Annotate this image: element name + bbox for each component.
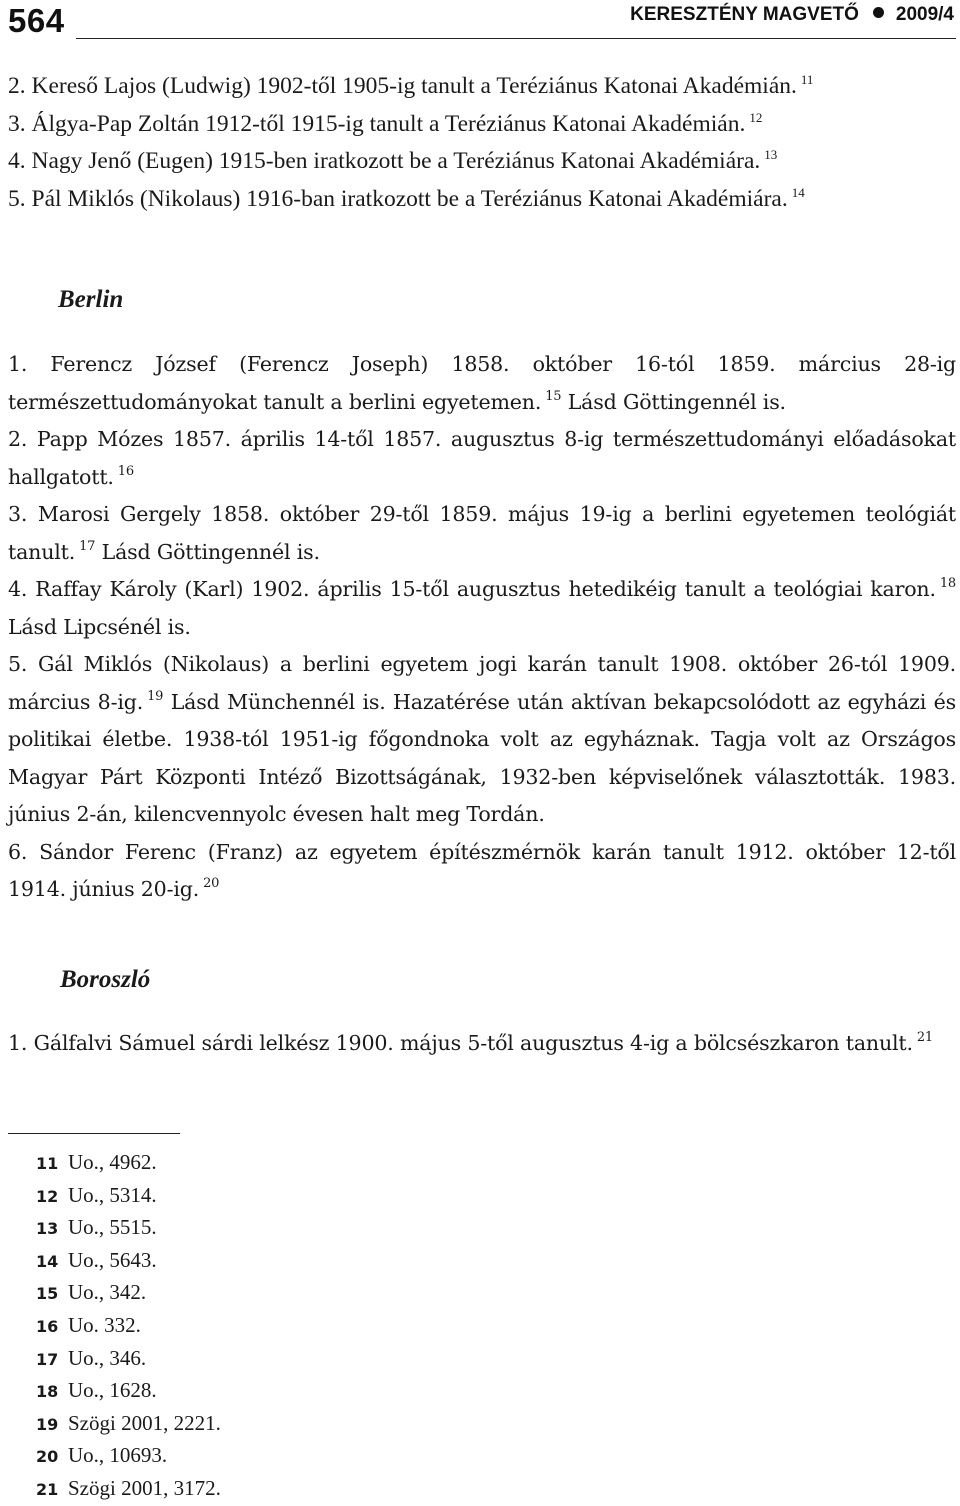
list-item: 1. Ferencz József (Ferencz Joseph) 1858. október 16-tól 1859. március 28-ig természettudományokat tanult a berlini egyetemen. $^{15}$ Lásd Göttingennél is. [8,352,956,414]
berlin-list [8,346,956,909]
list-item: 5. Gál Miklós (Nikolaus) a berlini egyetem jogi karán tanult 1908. október 26-tól 1909. március 8-ig. $^{19}$ Lásd Münchennél is. Hazatérése után aktívan bekapcsolódott az egyházi és politikai életbe. 1938-tól 1951-ig főgondnoka volt az egyháznak. Tagja volt az Országos Magyar Párt Központi Intéző Bizottságának, 1932-ben képviselőnek választották. 1983. június 2-án, kilencvennyolc évesen halt meg Tordán. [8,652,956,826]
footnote-text: Uo., 4962. [68,1150,157,1174]
section-heading-berlin: Berlin [58,286,124,313]
footnote [36,1375,221,1408]
footnote [36,1277,221,1310]
footnote-number: 21 [36,1479,59,1499]
footnote-number: 14 [36,1251,59,1271]
list-item: 4. Nagy Jenő (Eugen) 1915-ben iratkozott be a Teréziánus Katonai Akadémiára. $^{13}$ [8,147,778,174]
footnote-ref: 19 [147,688,164,704]
list-item: 1. Gálfalvi Sámuel sárdi lelkész 1900. május 5-től augusztus 4-ig a bölcsészkaron tanult. $^{21}$ [8,1030,933,1055]
footnote-number: 12 [36,1186,59,1206]
list-item: 3. Álgya-Pap Zoltán 1912-től 1915-ig tanult a Teréziánus Katonai Akadémián. $^{12}$ [8,109,763,137]
list-item: 2. Kereső Lajos (Ludwig) 1902-től 1905-ig tanult a Teréziánus Katonai Akadémián. $^{11}$ [8,72,814,99]
footnote-number: 16 [36,1316,59,1336]
page-header [0,0,960,44]
footnote-text: Uo., 5643. [68,1247,157,1272]
list-item: 3. Marosi Gergely 1858. október 29-től 1859. május 19-ig a berlini egyetemen teológiát tanult. $^{17}$ Lásd Göttingennél is. [8,502,956,564]
footnote [36,1473,221,1506]
footnote-number: 15 [36,1284,59,1304]
running-head [630,4,954,26]
footnote-text: Uo., 5314. [68,1182,157,1207]
footnote-ref: 14 [791,184,805,200]
footnote-ref: 11 [800,72,814,87]
footnote-text: Uo. 332. [68,1312,141,1337]
footnote [36,1408,221,1441]
footnote-ref: 12 [749,109,763,125]
footnote-text: Uo., 1628. [68,1378,157,1403]
footnote [36,1147,221,1180]
journal-title: KERESZTÉNY MAGVETŐ [630,4,859,25]
footnote [36,1310,221,1343]
list-item: 4. Raffay Károly (Karl) 1902. április 15-től augusztus hetedikéig tanult a teológiai karon. $^{18}$ Lásd Lipcsénél is. [8,576,956,639]
list-item: 2. Papp Mózes 1857. április 14-től 1857. augusztus 8-ig természettudományi előadásokat hallgatott. $^{16}$ [8,427,956,489]
footnote [36,1343,221,1376]
footnote-ref: 16 [117,463,134,479]
footnote [36,1245,221,1278]
footnote-ref: 13 [764,147,778,162]
footnote-number: 13 [36,1219,59,1239]
footnote-ref: 18 [939,576,956,591]
footnote [36,1440,221,1473]
footnote-number: 11 [36,1154,59,1173]
page-number: 564 [8,2,65,39]
footnote-ref: 17 [79,538,96,554]
section-heading-boroszlo: Boroszló [60,966,151,993]
boroszlo-list [8,1025,956,1063]
header-rule [76,38,956,39]
list-item: 5. Pál Miklós (Nikolaus) 1916-ban iratkozott be a Teréziánus Katonai Akadémiára. $^{14}$ [8,184,805,212]
list-item: 6. Sándor Ferenc (Franz) az egyetem építészmérnök karán tanult 1912. október 12-től 1914. június 20-ig. $^{20}$ [8,839,956,901]
footnote-text: Szögi 2001, 3172. [68,1475,221,1500]
footnote [36,1180,221,1213]
footnote-number: 17 [36,1349,59,1369]
footnote [36,1212,221,1245]
footnote-rule [8,1133,180,1134]
intro-list [8,68,956,218]
footnote-ref: 21 [916,1030,933,1045]
footnote-text: Szögi 2001, 2221. [68,1410,221,1435]
bullet-icon [873,7,884,18]
issue-number: 2009/4 [895,4,954,25]
footnote-number: 19 [36,1414,59,1434]
footnote-text: Uo., 346. [68,1345,147,1370]
footnote-text: Uo., 5515. [68,1215,157,1240]
footnote-ref: 20 [203,876,220,891]
footnote-number: 18 [36,1382,59,1402]
footnote-text: Uo., 10693. [68,1443,168,1468]
footnote-ref: 15 [545,388,562,404]
footnote-number: 20 [36,1447,59,1467]
footnote-text: Uo., 342. [68,1280,147,1305]
footnotes [36,1147,221,1506]
